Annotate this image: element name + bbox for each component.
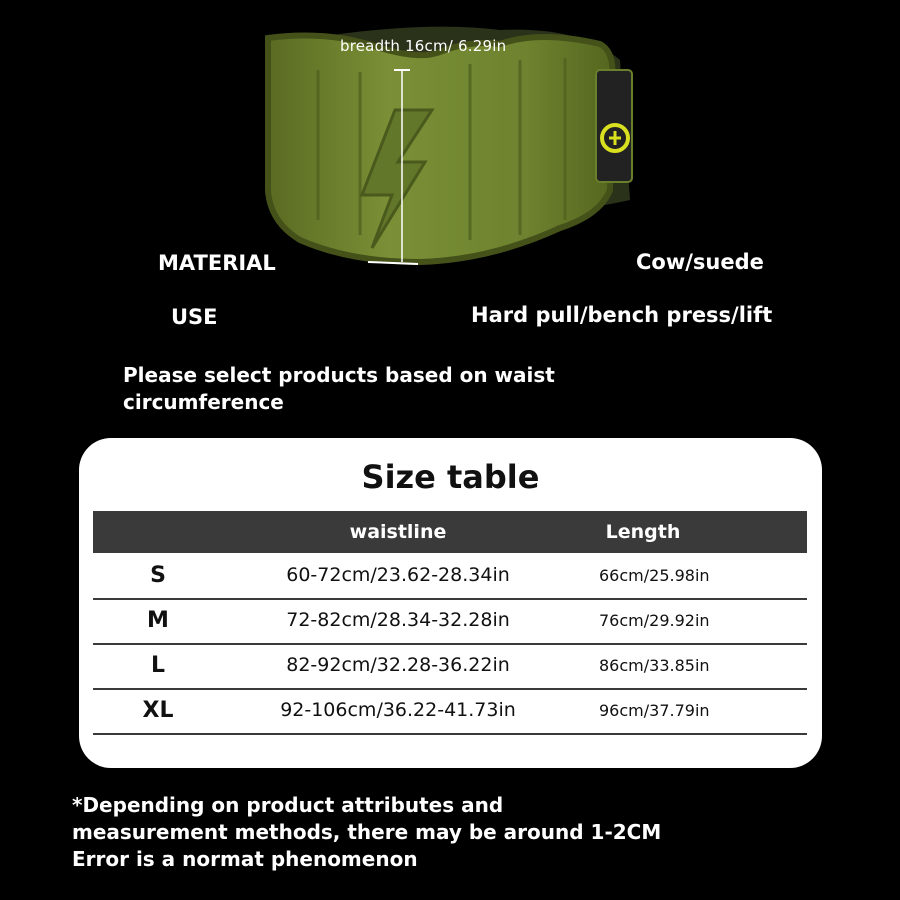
table-row <box>93 643 807 690</box>
header-size <box>113 511 203 553</box>
material-label: MATERIAL <box>158 251 276 275</box>
row-length: 76cm/29.92in <box>599 611 710 630</box>
size-table-title: Size table <box>361 458 540 496</box>
row-length: 66cm/25.98in <box>599 566 710 585</box>
header-length: Length <box>605 521 681 543</box>
row-length: 86cm/33.85in <box>599 656 710 675</box>
row-waistline: 92-106cm/36.22-41.73in <box>280 699 516 721</box>
table-row <box>93 688 807 735</box>
row-size: L <box>150 653 166 678</box>
use-label: USE <box>171 305 218 329</box>
footnote-line-2: measurement methods, there may be around 1-2CM <box>72 820 662 844</box>
row-waistline: 82-92cm/32.28-36.22in <box>286 654 510 676</box>
breadth-label: breadth 16cm/ 6.29in <box>340 37 507 55</box>
header-waistline: waistline <box>349 521 447 543</box>
row-size: S <box>150 563 166 588</box>
footnote-line-3: Error is a normat phenomenon <box>72 847 418 871</box>
footnote-line-1: *Depending on product attributes and <box>72 793 504 817</box>
row-waistline: 60-72cm/23.62-28.34in <box>286 564 510 586</box>
table-row <box>93 553 807 600</box>
table-row <box>93 598 807 645</box>
size-instruction: Please select products based on waist circumference <box>123 363 555 414</box>
size-table-card <box>79 438 822 768</box>
row-length: 96cm/37.79in <box>599 701 710 720</box>
row-waistline: 72-82cm/28.34-32.28in <box>286 609 510 631</box>
row-size: M <box>147 608 169 633</box>
material-value: Cow/suede <box>636 250 764 274</box>
row-size: XL <box>142 698 174 723</box>
size-table-header <box>93 511 807 553</box>
use-value: Hard pull/bench press/lift <box>471 303 773 327</box>
belt-front-panel <box>268 36 613 262</box>
